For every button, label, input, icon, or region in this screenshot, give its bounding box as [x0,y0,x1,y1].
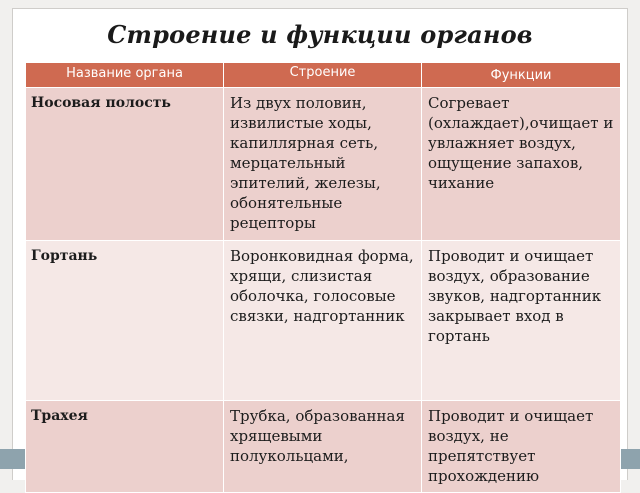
structure-cell: Из двух половин, извилистые ходы, капиллярная сеть, мерцательный эпителий, железы, обонятельные рецепторы [224,88,422,241]
functions-cell: Проводит и очищает воздух, не препятствует прохождению [422,401,621,493]
table-header-row [26,63,621,88]
header-functions [422,63,621,88]
structure-cell: Трубка, образованная хрящевыми полукольцами, [224,401,422,493]
functions-cell: Проводит и очищает воздух, образование звуков, надгортанник закрывает вход в гортань [422,241,621,401]
organs-table [25,62,621,493]
page-title: Строение и функции органов [107,20,533,49]
structure-cell: Воронковидная форма, хрящи, слизистая оболочка, голосовые связки, надгортанник [224,241,422,401]
header-organ-name [26,63,224,88]
table-row [26,241,621,401]
functions-cell: Согревает (охлаждает),очищает и увлажняет воздух, ощущение запахов, чихание [422,88,621,241]
header-structure [224,63,422,88]
header-functions-label: Функции [490,68,552,83]
header-organ-name-label: Название органа [66,66,183,81]
organ-name-cell: Трахея [26,401,224,493]
organ-name-cell: Носовая полость [26,88,224,241]
header-structure-label: Строение [289,65,356,80]
table-row [26,88,621,241]
table-row [26,401,621,493]
organ-name-cell: Гортань [26,241,224,401]
